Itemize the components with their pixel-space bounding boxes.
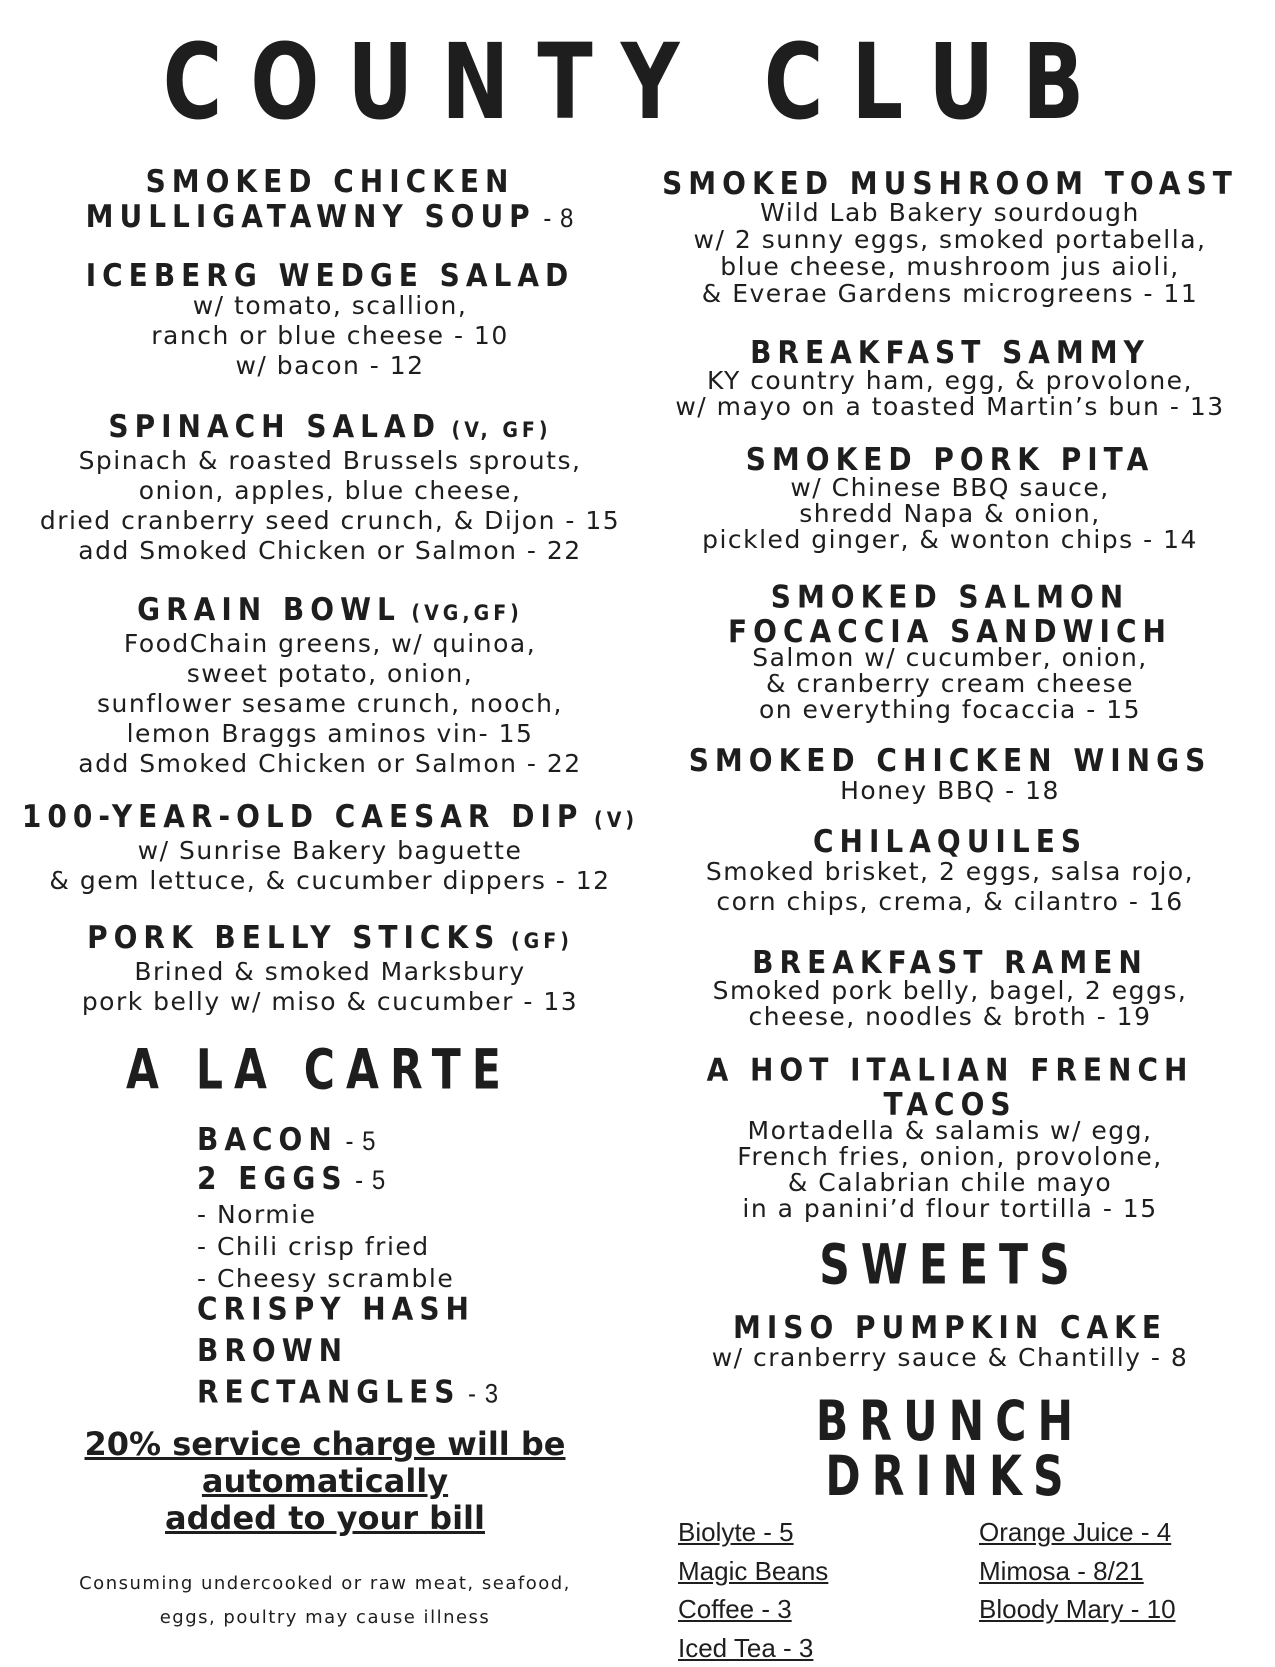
item-description: w/ tomato, scallion, ranch or blue cheese - 10 w/ bacon - 12 [20,291,640,381]
a-la-carte-hash-brown: CRISPY HASH BROWN RECTANGLES - 3 [197,1288,640,1415]
menu-item-spinach-salad [20,411,640,566]
item-name: BREAKFAST RAMEN [640,945,1260,980]
menu-item-miso-pumpkin-cake [640,1312,1260,1373]
egg-option: - Normie [197,1199,640,1231]
menu-item-breakfast-sammy [640,337,1260,420]
item-name: SMOKED SALMON FOCACCIA SANDWICH [640,579,1260,648]
a-la-carte-eggs: 2 EGGS - 5 [197,1158,640,1202]
drinks-column-2 [979,1513,1260,1667]
egg-option: - Chili crisp fried [197,1231,640,1263]
item-description: Wild Lab Bakery sourdough w/ 2 sunny eggs, smoked portabella, blue cheese, mushroom jus aioli, & Everae Gardens microgreens - 11 [640,199,1260,307]
a-la-carte-list [197,1121,640,1408]
drink-item: Coffee - 3 [678,1590,959,1629]
egg-option: - Cheesy scramble [197,1263,640,1295]
drinks-column-1 [678,1513,959,1667]
item-description: Mortadella & salamis w/ egg, French fries, onion, provolone, & Calabrian chile mayo in a panini’d flour tortilla - 15 [640,1118,1260,1222]
item-description: KY country ham, egg, & provolone, w/ mayo on a toasted Martin’s bun - 13 [640,368,1260,420]
menu-item-pork-pita [640,444,1260,553]
left-column [20,168,640,1635]
item-description: w/ Sunrise Bakery baguette & gem lettuce, & cucumber dippers - 12 [20,836,640,896]
menu-item-salmon-focaccia [640,583,1260,723]
menu-item-mushroom-toast [640,168,1260,307]
drink-item: Mimosa - 8/21 [979,1552,1260,1591]
food-safety-disclaimer: Consuming undercooked or raw meat, seafood, eggs, poultry may cause illness [10,1567,640,1635]
drink-item: Biolyte - 5 [678,1513,959,1552]
item-description: Smoked pork belly, bagel, 2 eggs, cheese, noodles & broth - 19 [640,978,1260,1030]
item-name: SMOKED CHICKEN WINGS [640,743,1260,778]
item-name: MISO PUMPKIN CAKE [640,1310,1260,1345]
drinks-list [678,1513,1260,1667]
item-name: SMOKED PORK PITA [640,442,1260,477]
item-name: A HOT ITALIAN FRENCH TACOS [640,1052,1260,1121]
menu-item-breakfast-ramen [640,947,1260,1030]
item-description: Spinach & roasted Brussels sprouts, onion, apples, blue cheese, dried cranberry seed crunch, & Dijon - 15 add Smoked Chicken or Salmon - 22 [20,446,640,566]
item-description: Salmon w/ cucumber, onion, & cranberry cream cheese on everything focaccia - 15 [640,645,1260,723]
dietary-tag: (VG,GF) [401,601,523,626]
item-name: SMOKED MUSHROOM TOAST [640,166,1260,201]
item-name: SMOKED CHICKEN MULLIGATAWNY SOUP - 8 [20,164,640,236]
dietary-tag: (V, GF) [441,418,552,443]
item-name: ICEBERG WEDGE SALAD [20,258,640,293]
egg-options [197,1199,640,1295]
item-name: PORK BELLY STICKS (GF) [20,920,640,959]
sweets-heading: SWEETS [687,1238,1214,1293]
item-name: CHILAQUILES [640,824,1260,859]
item-description: Brined & smoked Marksbury pork belly w/ miso & cucumber - 13 [20,957,640,1017]
menu-title: COUNTY CLUB [140,30,1135,134]
menu-item-pork-belly-sticks [20,922,640,1017]
item-description: FoodChain greens, w/ quinoa, sweet potato, onion, sunflower sesame crunch, nooch, lemon Braggs aminos vin- 15 add Smoked Chicken or Salmon - 22 [20,629,640,779]
menu-item-grain-bowl [20,594,640,779]
a-la-carte-heading: A LA CARTE [46,1043,592,1098]
right-column [640,168,1260,1667]
brunch-drinks-heading: BRUNCH DRINKS [687,1394,1214,1504]
item-name: 100-YEAR-OLD CAESAR DIP (V) [20,799,640,838]
drink-item: Bloody Mary - 10 [979,1590,1260,1629]
menu-item-mulligatawny-soup [20,168,640,232]
item-description: Smoked brisket, 2 eggs, salsa rojo, corn chips, crema, & cilantro - 16 [640,857,1260,917]
dietary-tag: (GF) [500,929,573,954]
item-price: - 8 [536,203,575,233]
a-la-carte-bacon: BACON - 5 [197,1119,640,1163]
item-name: GRAIN BOWL (VG,GF) [20,592,640,631]
service-charge-notice: 20% service charge will be automatically added to your bill [10,1426,640,1537]
item-description: Honey BBQ - 18 [640,776,1260,806]
item-name: BREAKFAST SAMMY [640,335,1260,370]
dietary-tag: (V) [583,808,638,833]
drink-item: Magic Beans [678,1552,959,1591]
drink-item: Orange Juice - 4 [979,1513,1260,1552]
menu-item-chicken-wings [640,745,1260,806]
menu-item-chilaquiles [640,826,1260,917]
item-name: SPINACH SALAD (V, GF) [20,409,640,448]
menu-item-iceberg-wedge-salad [20,260,640,381]
menu-item-caesar-dip [20,801,640,896]
menu-item-italian-french-tacos [640,1056,1260,1222]
drink-item: Iced Tea - 3 [678,1629,959,1667]
item-description: w/ Chinese BBQ sauce, shredd Napa & onion, pickled ginger, & wonton chips - 14 [640,475,1260,553]
item-description: w/ cranberry sauce & Chantilly - 8 [640,1343,1260,1373]
